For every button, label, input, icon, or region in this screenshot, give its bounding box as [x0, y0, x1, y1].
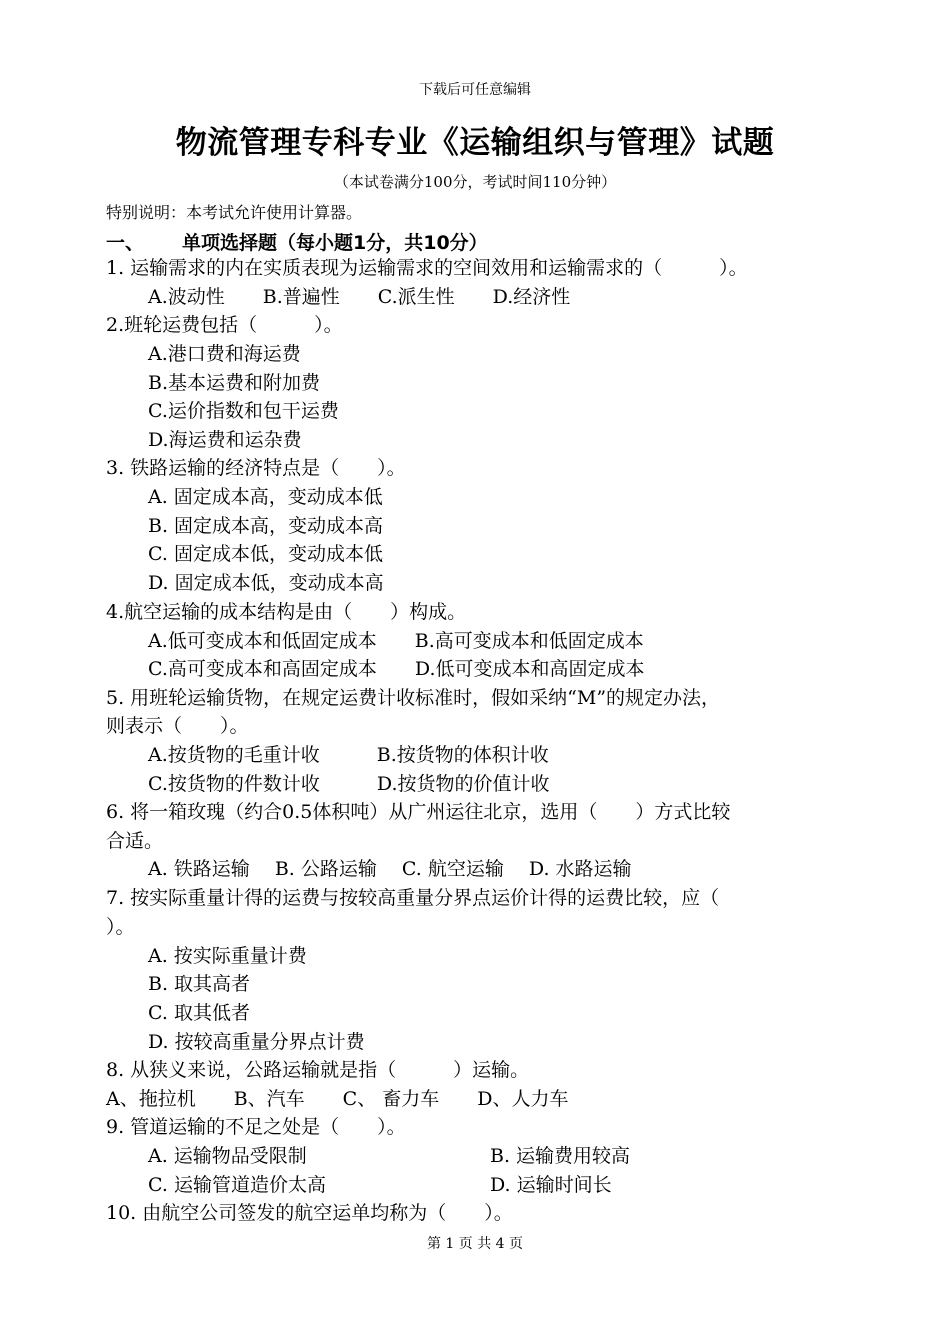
question-9-option-b: B. 运输费用较高 [490, 1145, 631, 1167]
question-4-options-ab: A.低可变成本和低固定成本 B.高可变成本和低固定成本 [148, 630, 644, 652]
question-3-option-a: A. 固定成本高，变动成本低 [148, 486, 383, 508]
question-4: 4.航空运输的成本结构是由（ ）构成。 [106, 601, 467, 623]
question-5-options-ab: A.按货物的毛重计收 B.按货物的体积计收 [148, 744, 549, 766]
section-title: 单项选择题（每小题1分，共10分） [182, 232, 488, 254]
question-3-option-b: B. 固定成本高，变动成本高 [148, 515, 384, 537]
question-1: 1. 运输需求的内在实质表现为运输需求的空间效用和运输需求的（ ）。 [106, 257, 748, 279]
question-5-continued: 则表示（ ）。 [106, 715, 249, 737]
question-5: 5. 用班轮运输货物，在规定运费计收标准时，假如采纳“M”的规定办法， [106, 687, 721, 709]
exam-subtitle: （本试卷满分100分，考试时间110分钟） [333, 173, 617, 191]
question-7-option-a: A. 按实际重量计费 [148, 945, 307, 967]
download-note: 下载后可任意编辑 [419, 82, 531, 98]
question-3: 3. 铁路运输的经济特点是（ ）。 [106, 457, 406, 479]
question-5-options-cd: C.按货物的件数计收 D.按货物的价值计收 [148, 773, 550, 795]
question-7-continued: ）。 [106, 916, 135, 938]
exam-title: 物流管理专科专业《运输组织与管理》试题 [175, 125, 775, 161]
question-6-options: A. 铁路运输 B. 公路运输 C. 航空运输 D. 水路运输 [148, 858, 632, 880]
question-7-option-b: B. 取其高者 [148, 973, 251, 995]
question-8: 8. 从狭义来说，公路运输就是指（ ）运输。 [106, 1059, 530, 1081]
page-footer: 第 1 页 共 4 页 [426, 1236, 524, 1252]
question-2-option-c: C.运价指数和包干运费 [148, 400, 339, 422]
question-6: 6. 将一箱玫瑰（约合0.5体积吨）从广州运往北京，选用（ ）方式比较 [106, 801, 731, 823]
special-note: 特别说明：本考试允许使用计算器。 [106, 203, 363, 222]
section-heading [106, 228, 488, 255]
question-9-option-c: C. 运输管道造价太高 [148, 1174, 326, 1196]
question-2-option-a: A.港口费和海运费 [148, 343, 301, 365]
question-7: 7. 按实际重量计得的运费与按较高重量分界点运价计得的运费比较，应（ [106, 887, 720, 909]
question-7-option-c: C. 取其低者 [148, 1002, 250, 1024]
question-9-option-d: D. 运输时间长 [490, 1174, 612, 1196]
question-6-continued: 合适。 [106, 830, 164, 852]
question-3-option-d: D. 固定成本低，变动成本高 [148, 572, 384, 594]
question-8-options: A、拖拉机 B、汽车 C、 畜力车 D、人力车 [106, 1088, 569, 1110]
question-7-option-d: D. 按较高重量分界点计费 [148, 1031, 365, 1053]
question-3-option-c: C. 固定成本低，变动成本低 [148, 543, 383, 565]
question-4-options-cd: C.高可变成本和高固定成本 D.低可变成本和高固定成本 [148, 658, 645, 680]
question-2-option-d: D.海运费和运杂费 [148, 429, 302, 451]
question-10: 10. 由航空公司签发的航空运单均称为（ ）。 [106, 1202, 513, 1224]
question-1-options: A.波动性 B.普遍性 C.派生性 D.经济性 [148, 286, 571, 308]
question-2: 2.班轮运费包括（ ）。 [106, 314, 343, 336]
question-2-option-b: B.基本运费和附加费 [148, 372, 321, 394]
section-number: 一、 [106, 232, 145, 254]
question-9-option-a: A. 运输物品受限制 [148, 1145, 307, 1167]
question-9: 9. 管道运输的不足之处是（ ）。 [106, 1116, 406, 1138]
